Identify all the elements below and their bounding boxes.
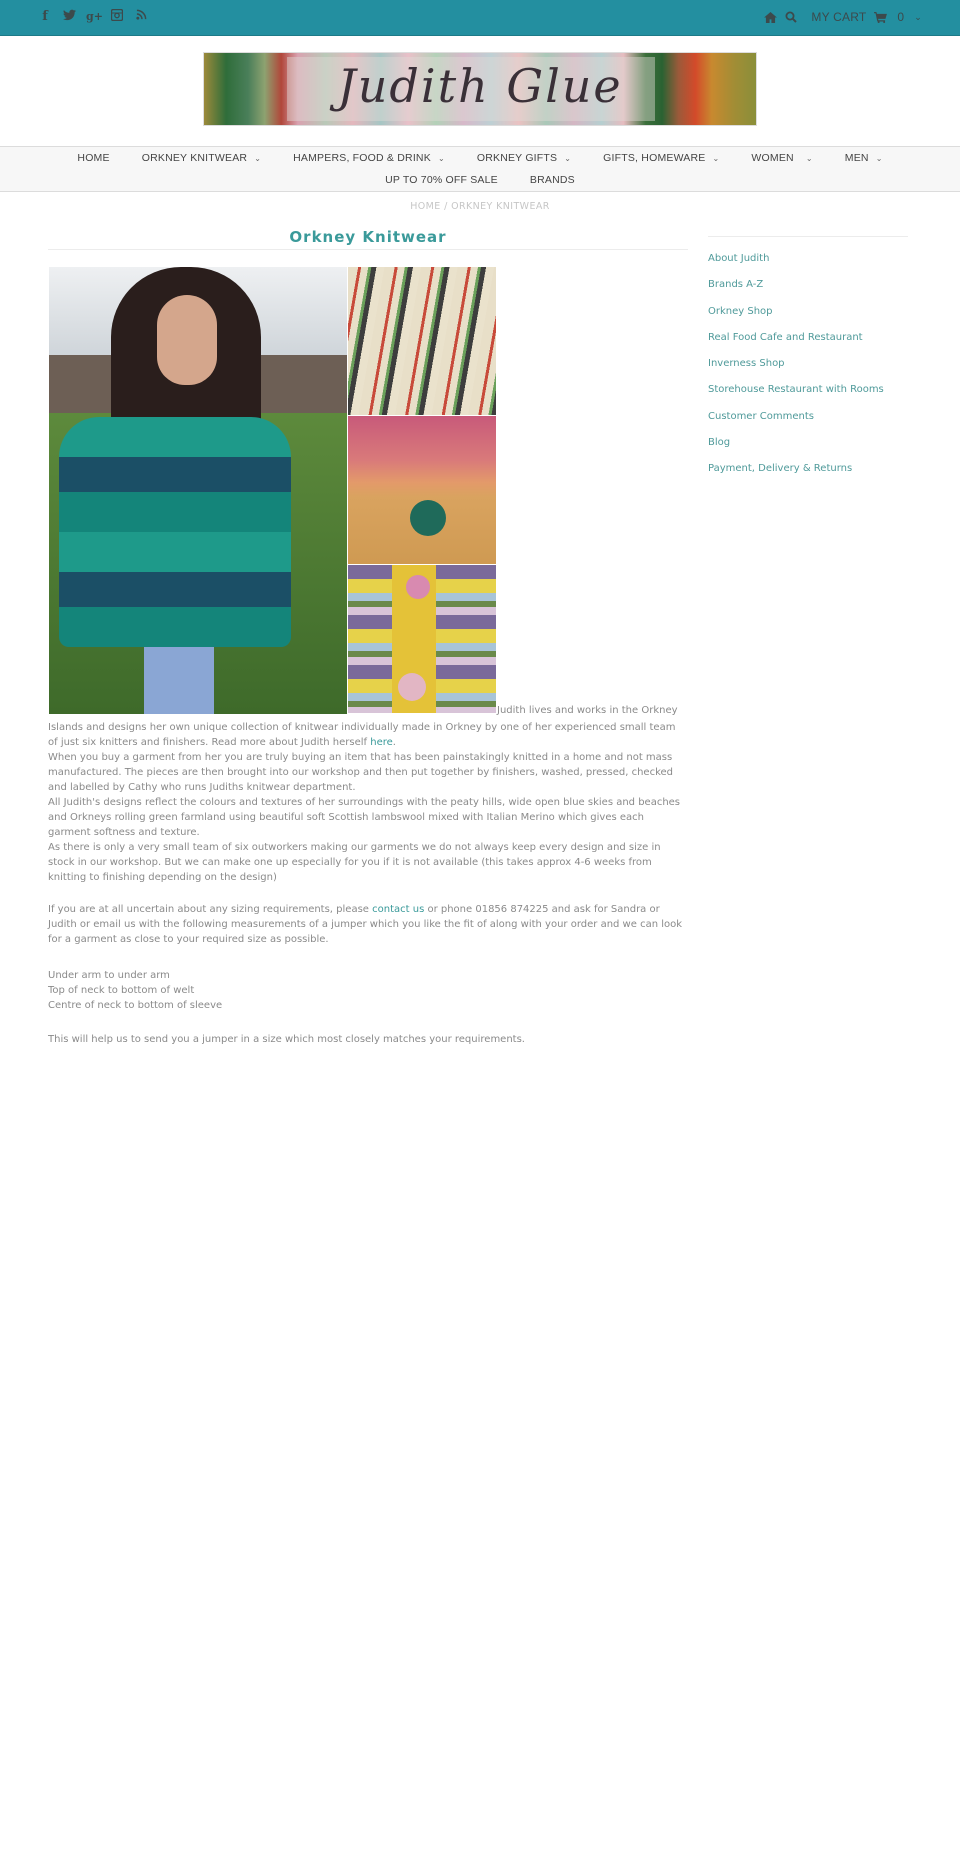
sidebar-link-brands-a-z[interactable]: Brands A-Z (708, 279, 764, 291)
measurement-item: Centre of neck to bottom of sleeve (48, 1000, 223, 1011)
site-logo[interactable] (203, 52, 757, 126)
chevron-down-icon: ⌄ (564, 153, 572, 163)
main-navigation (0, 146, 960, 192)
cart-link[interactable] (805, 10, 922, 24)
sizing-text: If you are at all uncertain about any sizing requirements, please (48, 904, 373, 915)
nav-item-sale[interactable] (385, 174, 498, 186)
nav-label: GIFTS, HOMEWARE (603, 152, 706, 164)
knitting-photo (348, 267, 496, 415)
chevron-down-icon: ⌄ (712, 153, 720, 163)
search-icon[interactable] (785, 11, 797, 23)
chevron-down-icon: ⌄ (805, 153, 813, 163)
nav-label: ORKNEY KNITWEAR (141, 152, 248, 164)
nav-item-orkney-gifts[interactable] (477, 152, 571, 164)
closing-paragraph: This will help us to send you a jumper in a size which most closely matches your requirements. (48, 1034, 525, 1045)
cart-icon (874, 12, 887, 23)
sidebar-link-inverness-shop[interactable]: Inverness Shop (708, 358, 785, 370)
breadcrumb-home[interactable]: HOME (410, 201, 441, 212)
logo-text: Judith Glue (337, 59, 623, 113)
sidebar-link-about-judith[interactable]: About Judith (708, 253, 770, 264)
paragraph-2: When you buy a garment from her you are truly buying an item that has been painstakingly knitted in a home and not mass manufactured. The pieces are then brought into our workshop and then put together by finishers, washed, pressed, checked and labelled by Cathy who runs Judiths knitwear department. (48, 752, 674, 793)
cart-label: MY CART (811, 10, 867, 24)
nav-label: WOMEN (751, 152, 794, 164)
cart-count: 0 (897, 10, 905, 24)
sidebar-link-blog[interactable]: Blog (708, 437, 731, 449)
cardigan-button (406, 575, 430, 599)
measurement-item: Under arm to under arm (48, 970, 170, 981)
top-bar (0, 0, 960, 36)
nav-row-2 (0, 174, 960, 186)
intro-lead: Judith lives and works in the Orkney (497, 705, 678, 716)
nav-item-home[interactable] (77, 152, 109, 164)
measurement-item: Top of neck to bottom of welt (48, 985, 195, 996)
nav-label: ORKNEY GIFTS (476, 152, 558, 164)
breadcrumb (0, 201, 960, 212)
punctuation: . (392, 737, 396, 748)
page-title: Orkney Knitwear (289, 228, 447, 246)
intro-paragraph (48, 720, 688, 885)
nav-label: UP TO 70% OFF SALE (385, 174, 498, 186)
photo-jeans (144, 647, 214, 714)
social-links (38, 9, 148, 25)
google-plus-icon[interactable]: g+ (86, 10, 103, 23)
nav-label: MEN (844, 152, 869, 164)
nav-label: HAMPERS, FOOD & DRINK (293, 152, 431, 164)
chevron-down-icon: ⌄ (437, 153, 445, 163)
sidebar-link-real-food-cafe[interactable]: Real Food Cafe and Restaurant (708, 331, 863, 343)
nav-item-gifts-homeware[interactable] (603, 152, 719, 164)
sidebar-link-orkney-shop[interactable]: Orkney Shop (708, 305, 773, 317)
chevron-down-icon: ⌄ (254, 153, 262, 163)
paragraph-3: All Judith's designs reflect the colours and textures of her surroundings with the peaty hills, wide open blue skies and beaches and Orkneys rolling green farmland using beautiful soft Scottish lambswool mixed with Italian Merino which gives each garment softness and texture. (48, 797, 681, 838)
sidebar-link-payment-delivery-returns[interactable]: Payment, Delivery & Returns (708, 463, 853, 475)
nav-item-brands[interactable] (530, 174, 575, 186)
cardigan-photo (348, 565, 496, 713)
sidebar (708, 252, 928, 489)
sizing-paragraph (48, 902, 688, 947)
intro-text: Islands and designs her own unique collection of knitwear individually made in Orkney by one of her experienced small team of just six knitters and finishers. Read more about Judith herself (48, 722, 676, 748)
sizing-text-cont: or phone 01856 874225 and ask for Sandra or Judith or email us with the following measurements of a jumper which you like the fit of along with your order and we can look for a garment as close to your required size as possible. (48, 904, 683, 945)
photo-sweater (59, 417, 291, 647)
about-judith-link[interactable]: here (370, 737, 393, 748)
nav-label: HOME (77, 152, 110, 164)
nav-item-orkney-knitwear[interactable] (142, 152, 261, 164)
model-photo (49, 267, 347, 714)
chevron-down-icon: ⌄ (914, 11, 922, 22)
sidebar-link-storehouse-restaurant[interactable]: Storehouse Restaurant with Rooms (708, 384, 884, 396)
cardigan-button (398, 673, 426, 701)
instagram-icon[interactable] (110, 9, 124, 25)
yarn-ball (410, 500, 446, 536)
contact-us-link[interactable]: contact us (372, 904, 425, 915)
title-divider (48, 249, 688, 250)
sidebar-divider (708, 236, 908, 237)
rss-icon[interactable] (134, 9, 148, 25)
sidebar-link-customer-comments[interactable]: Customer Comments (708, 410, 814, 422)
twitter-icon[interactable] (62, 9, 76, 25)
garments-yarn-photo (348, 416, 496, 564)
nav-label: BRANDS (529, 174, 575, 186)
breadcrumb-current: ORKNEY KNITWEAR (451, 201, 550, 212)
facebook-icon[interactable]: f (42, 9, 48, 24)
photo-face (157, 295, 217, 385)
measurements-list (48, 968, 688, 1013)
chevron-down-icon: ⌄ (875, 153, 883, 163)
header-utilities (764, 10, 922, 24)
paragraph-4: As there is only a very small team of six outworkers making our garments we do not always keep every design and size in stock in our workshop. But we can make one up especially for you if it is not available (this takes approx 4-6 weeks from knitting to finishing depending on the design) (48, 842, 661, 883)
home-icon[interactable] (764, 12, 777, 23)
nav-item-men[interactable] (845, 152, 883, 164)
nav-item-women[interactable] (751, 152, 812, 164)
nav-row-1 (0, 152, 960, 164)
breadcrumb-separator: / (444, 201, 448, 212)
nav-item-hampers-food-drink[interactable] (293, 152, 445, 164)
